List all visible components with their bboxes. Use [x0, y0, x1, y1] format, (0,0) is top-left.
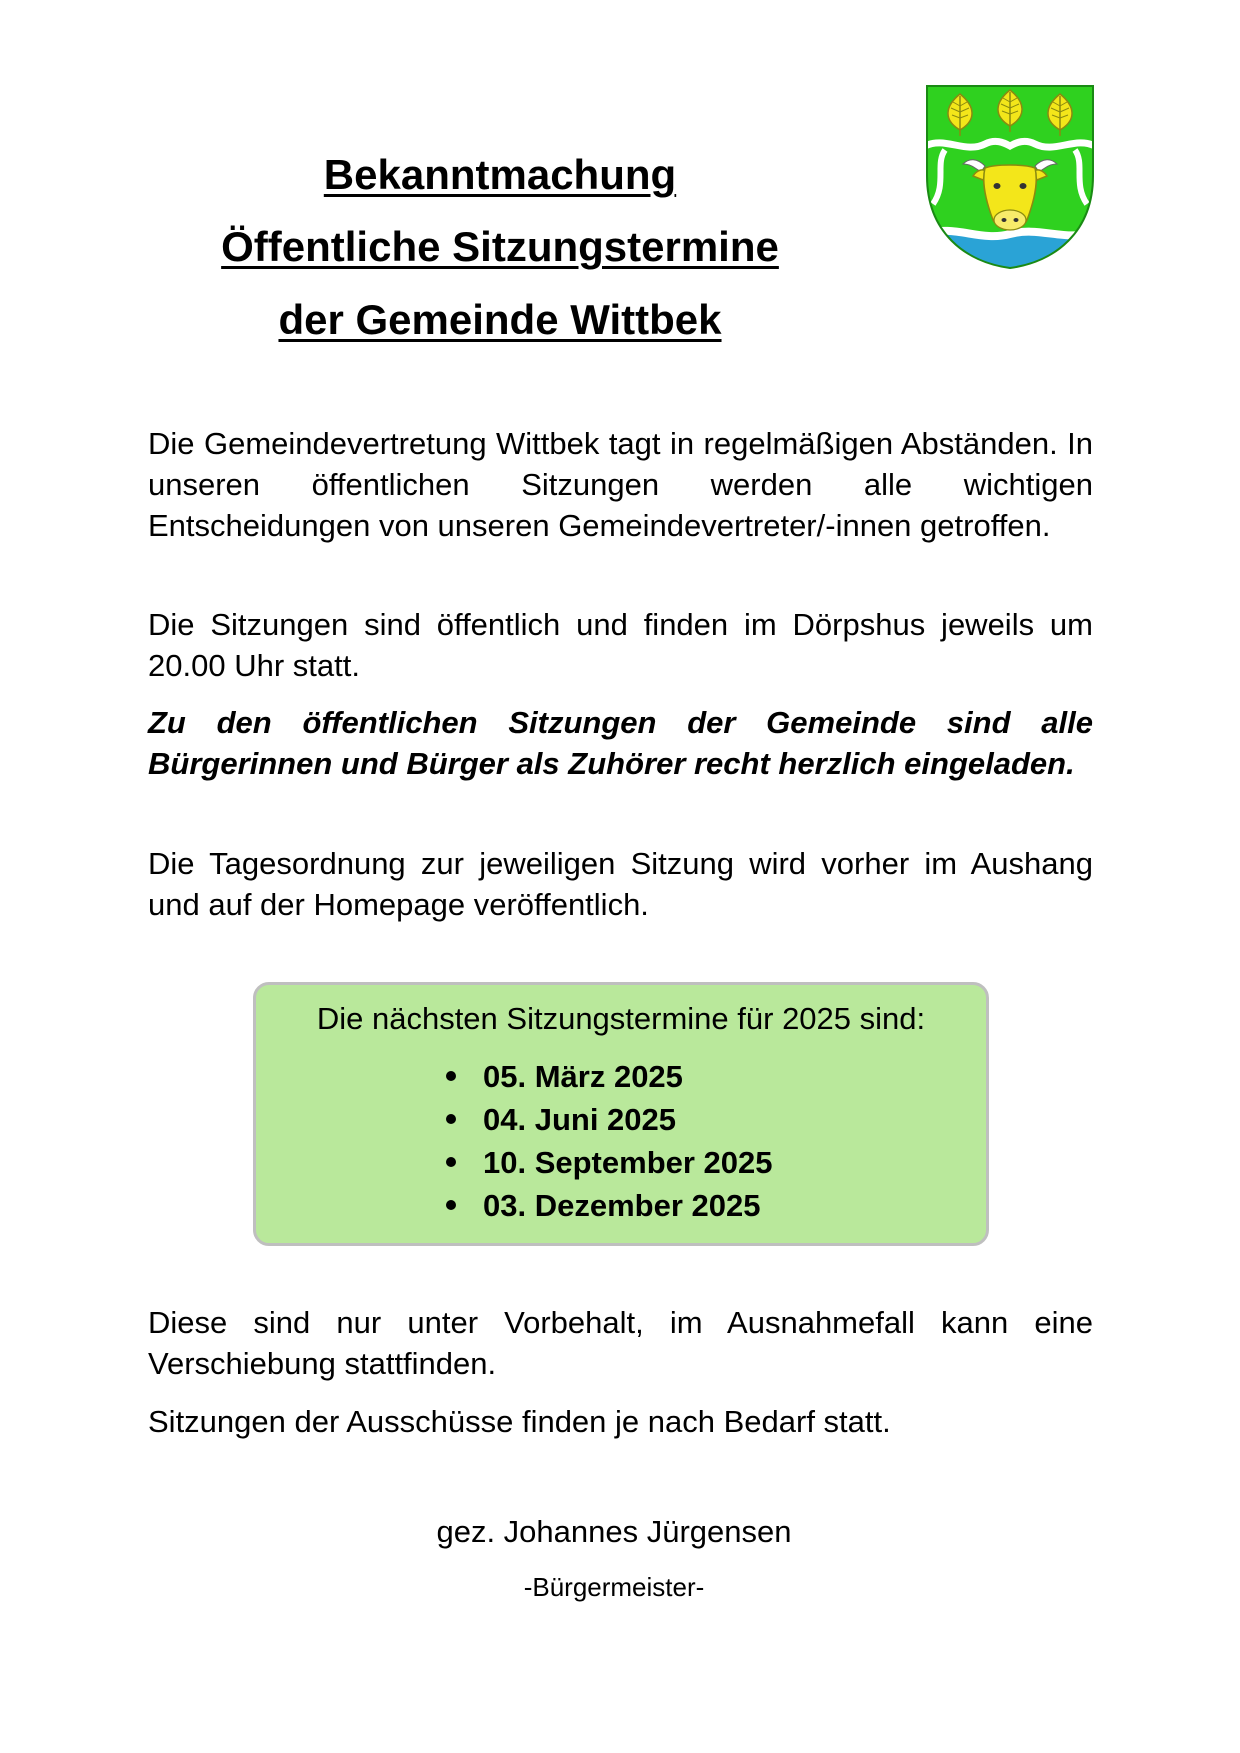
bullet-icon	[446, 1200, 456, 1210]
signature-role: -Bürgermeister-	[523, 1572, 705, 1602]
date-text: 05. März 2025	[483, 1059, 683, 1094]
meeting-dates-box	[253, 982, 989, 1246]
committees-paragraph: Sitzungen der Ausschüsse finden je nach Bedarf statt.	[148, 1404, 891, 1439]
agenda-paragraph: Die Tagesordnung zur jeweiligen Sitzung wird vorher im Aushang und auf der Homepage veröffentlich.	[148, 846, 1093, 922]
list-item	[446, 1098, 773, 1141]
title-line-1: Bekanntmachung	[323, 151, 677, 198]
dates-heading: Die nächsten Sitzungstermine für 2025 sind:	[316, 1001, 926, 1036]
reservation-paragraph: Diese sind nur unter Vorbehalt, im Ausnahmefall kann eine Verschiebung stattfinden.	[148, 1305, 1093, 1381]
location-paragraph: Die Sitzungen sind öffentlich und finden im Dörpshus jeweils um 20.00 Uhr statt.	[148, 607, 1093, 683]
date-text: 10. September 2025	[483, 1145, 773, 1180]
list-item	[446, 1184, 773, 1227]
bullet-icon	[446, 1114, 456, 1124]
date-text: 03. Dezember 2025	[483, 1188, 761, 1223]
title-line-2: Öffentliche Sitzungstermine	[221, 223, 779, 270]
dates-list	[446, 1055, 773, 1227]
invitation-paragraph: Zu den öffentlichen Sitzungen der Gemeinde sind alle Bürgerinnen und Bürger als Zuhörer recht herzlich eingeladen.	[148, 705, 1093, 781]
date-text: 04. Juni 2025	[483, 1102, 677, 1137]
title-line-3: der Gemeinde Wittbek	[278, 296, 722, 343]
bullet-icon	[446, 1071, 456, 1081]
bullet-icon	[446, 1157, 456, 1167]
signature-name: gez. Johannes Jürgensen	[436, 1514, 792, 1549]
list-item	[446, 1141, 773, 1184]
intro-paragraph: Die Gemeindevertretung Wittbek tagt in regelmäßigen Abständen. In unseren öffentlichen Sitzungen werden alle wichtigen Entscheidungen von unseren Gemeindevertreter/-innen getroffen.	[148, 426, 1093, 543]
list-item	[446, 1055, 773, 1098]
